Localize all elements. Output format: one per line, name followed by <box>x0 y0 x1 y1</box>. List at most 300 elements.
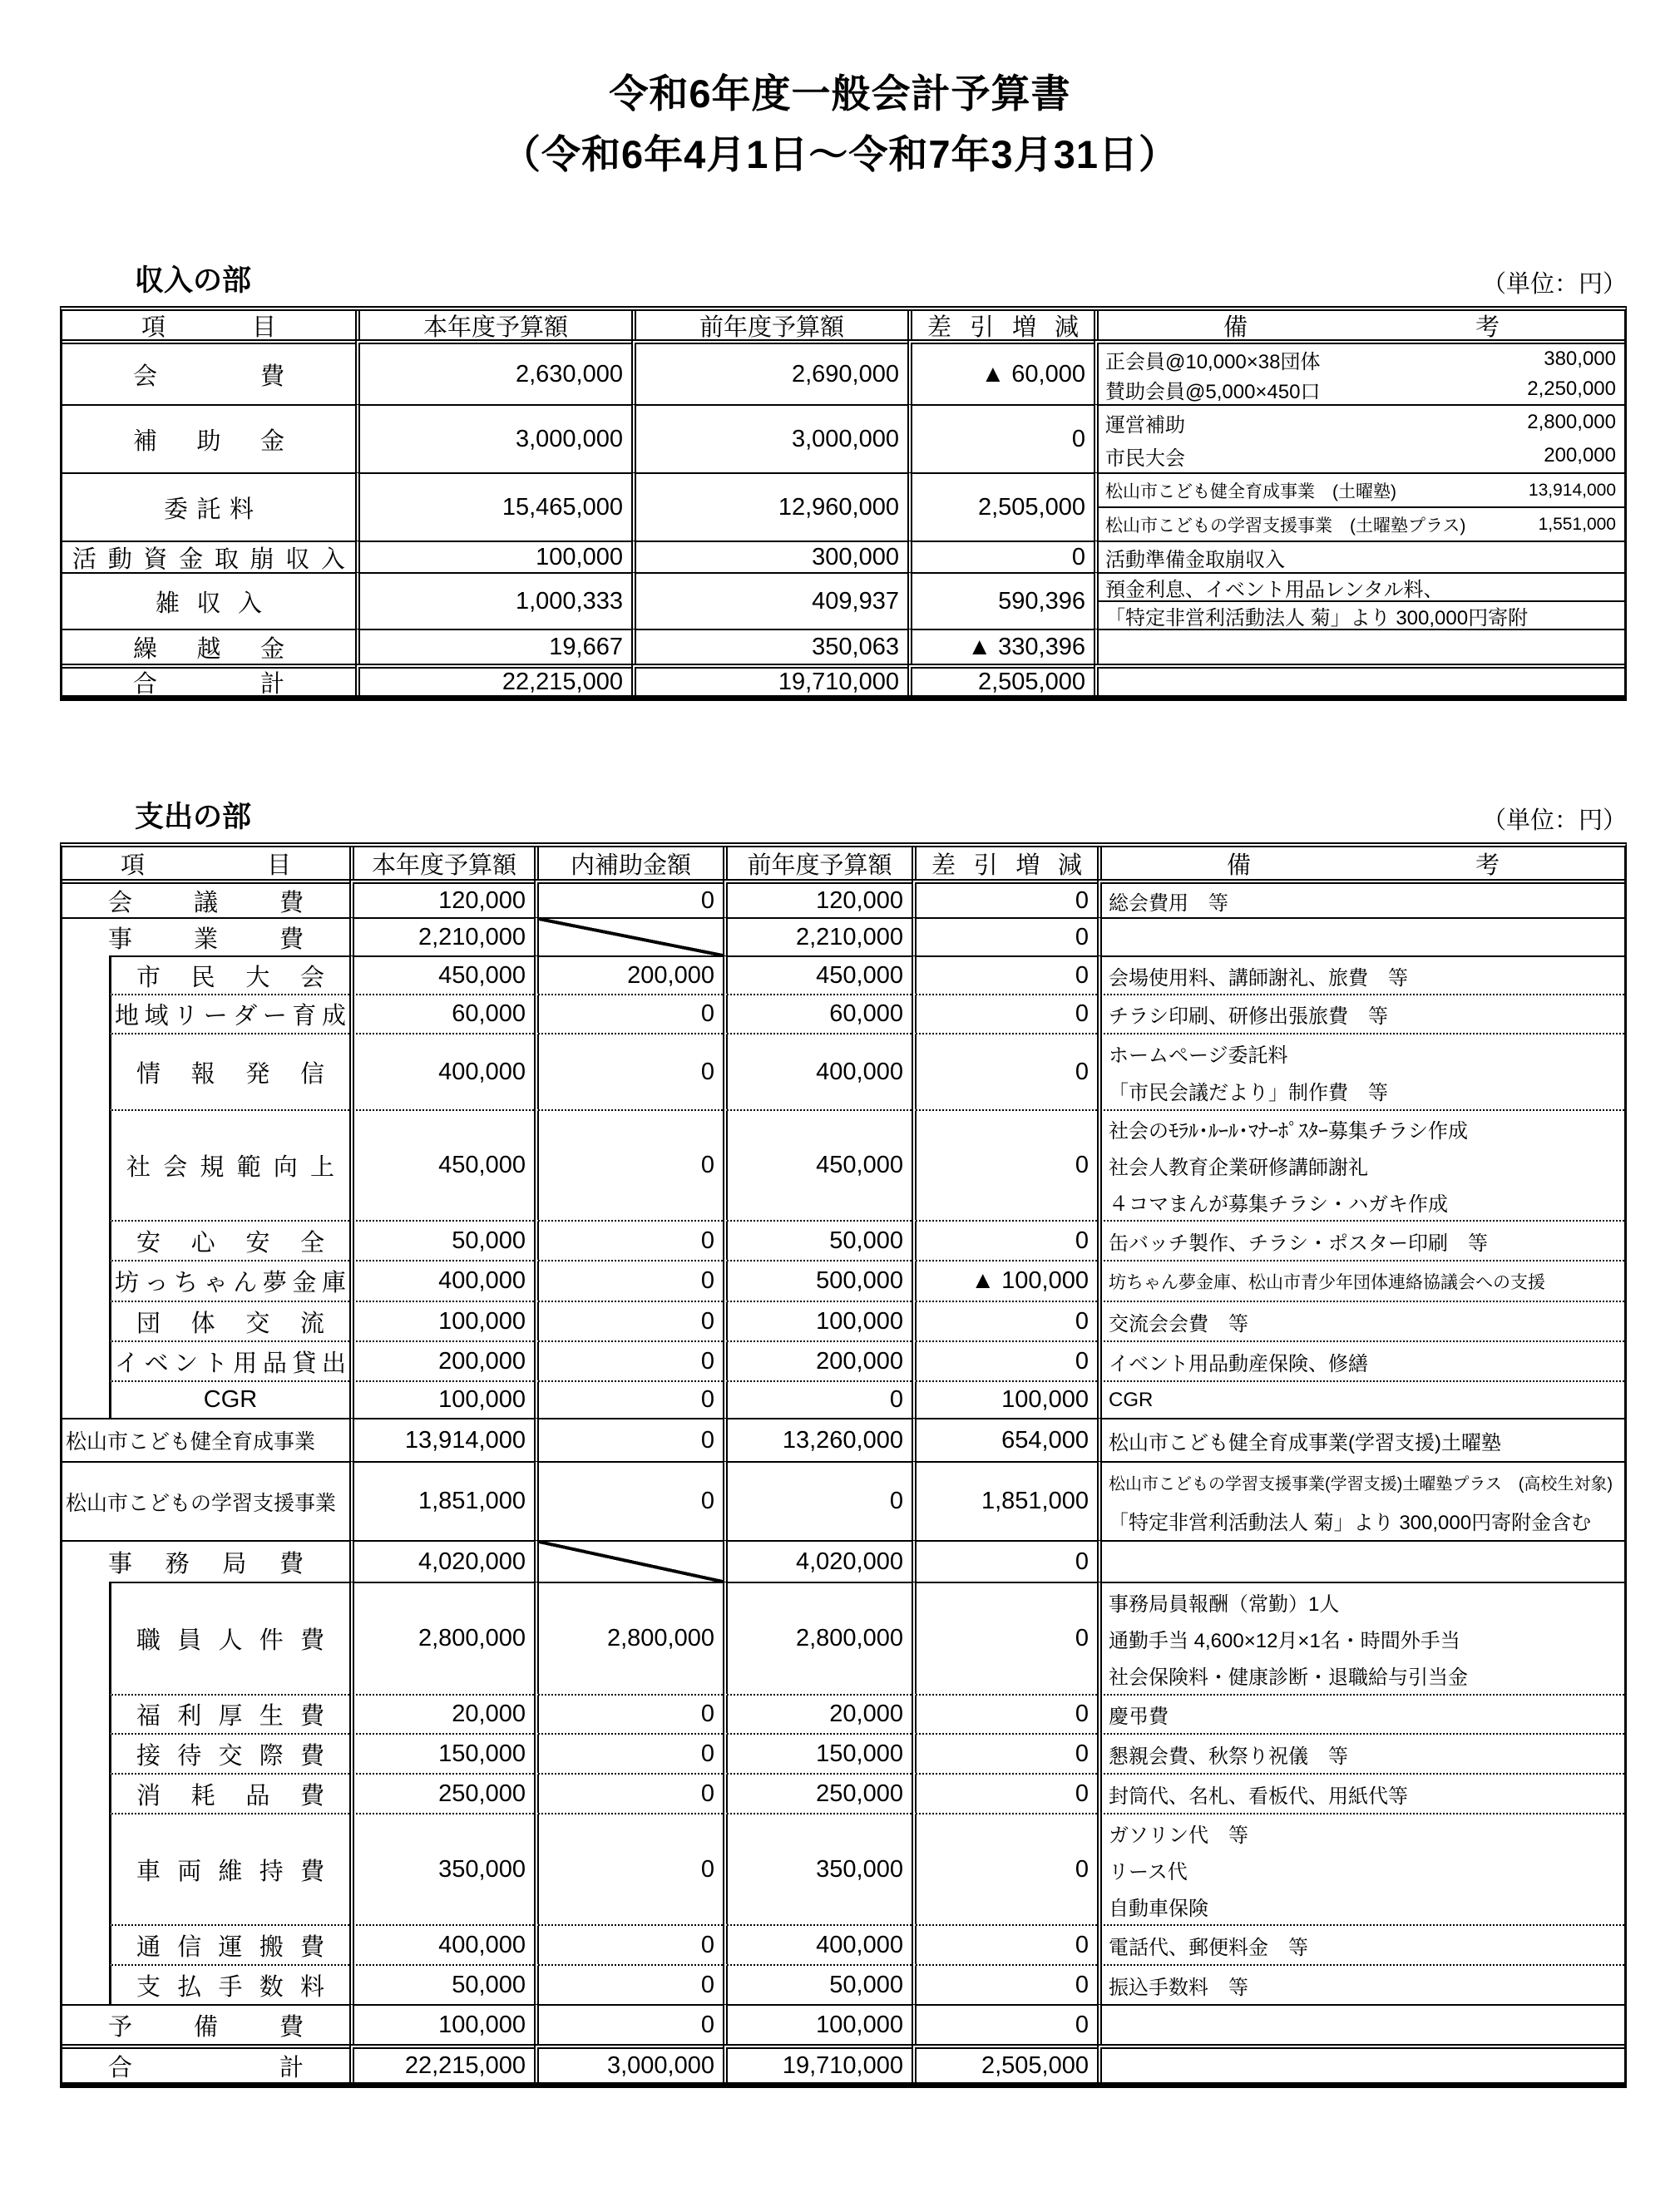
note-text: 社会のﾓﾗﾙ･ﾙｰﾙ･ﾏﾅｰﾎﾟｽﾀｰ募集チラシ作成 <box>1109 1120 1468 1143</box>
subsidy-amount: 0 <box>534 1418 723 1461</box>
previous-amount: 19,710,000 <box>723 2044 912 2082</box>
note-text: 賛助会員@5,000×450口 <box>1105 380 1321 403</box>
item-label: 松山市こども健全育成事業 <box>66 1430 316 1454</box>
diff-amount: 2,505,000 <box>907 664 1094 695</box>
header-diff: 差 引 増 減 <box>907 311 1094 339</box>
current-amount: 100,000 <box>355 541 631 572</box>
income-header-row <box>62 311 1624 339</box>
previous-amount: 2,690,000 <box>631 339 907 404</box>
item-label: 松山市こどもの学習支援事業 <box>66 1491 337 1515</box>
note-text: チラシ印刷、研修出張旅費 等 <box>1109 1005 1388 1028</box>
note-text: 会場使用料、講師謝礼、旅費 等 <box>1109 966 1408 990</box>
notes-cell <box>1094 404 1624 472</box>
note-text: 総会費用 等 <box>1109 891 1228 915</box>
note-text: 運営補助 <box>1105 413 1185 437</box>
expense-row-personnel <box>62 1582 1624 1694</box>
notes-cell <box>1094 541 1624 572</box>
previous-amount: 20,000 <box>723 1694 912 1733</box>
current-amount: 22,215,000 <box>355 664 631 695</box>
header-previous: 前年度予算額 <box>631 311 907 339</box>
current-amount: 22,215,000 <box>349 2044 534 2082</box>
current-amount: 400,000 <box>349 1260 534 1301</box>
previous-amount: 350,063 <box>631 629 907 664</box>
diff-amount: 2,505,000 <box>912 2044 1097 2082</box>
indent-gutter <box>62 1924 109 1964</box>
subsidy-amount: 0 <box>534 1220 723 1260</box>
item-cell <box>62 1924 349 1964</box>
current-amount: 450,000 <box>349 1109 534 1220</box>
note-text: 自動車保険 <box>1109 1897 1208 1920</box>
expense-row-information <box>62 1033 1624 1109</box>
diff-amount: 0 <box>912 879 1097 917</box>
subsidy-amount: 2,800,000 <box>534 1582 723 1694</box>
current-amount: 13,914,000 <box>349 1418 534 1461</box>
note-text: 預金利息、イベント用品レンタル料、 <box>1105 578 1444 600</box>
previous-amount: 400,000 <box>723 1033 912 1109</box>
current-amount: 2,800,000 <box>349 1582 534 1694</box>
note-text: 「特定非営利活動法人 菊」より 300,000円寄附 <box>1105 606 1529 629</box>
income-section-title: 収入の部 <box>135 264 252 297</box>
diff-amount: 0 <box>912 955 1097 994</box>
notes-cell <box>1094 472 1624 541</box>
indent-gutter <box>62 1109 109 1220</box>
notes-cell <box>1094 339 1624 404</box>
income-table <box>60 306 1627 701</box>
indent-gutter <box>62 1694 109 1733</box>
indent-gutter <box>62 1813 109 1924</box>
expense-row-reserve <box>62 2004 1624 2044</box>
current-amount: 350,000 <box>349 1813 534 1924</box>
diff-amount: 0 <box>912 1694 1097 1733</box>
notes-cell <box>1097 1380 1624 1418</box>
subsidy-amount: 0 <box>534 1773 723 1813</box>
current-amount: 50,000 <box>349 1964 534 2004</box>
item-cell <box>62 1582 349 1694</box>
note-text: 懇親会費、秋祭り祝儀 等 <box>1109 1745 1348 1768</box>
item-cell <box>62 572 355 629</box>
header-previous: 前年度予算額 <box>723 847 912 879</box>
item-label: 接 待 交 際 費 <box>136 1742 324 1770</box>
income-row-membership-fees <box>62 339 1624 404</box>
subsidy-amount: 0 <box>534 1340 723 1380</box>
note-text: 交流会会費 等 <box>1109 1312 1248 1335</box>
subsidy-amount: 0 <box>534 1964 723 2004</box>
current-amount: 2,210,000 <box>349 917 534 955</box>
expense-row-welfare <box>62 1694 1624 1733</box>
diff-amount: ▲ 330,396 <box>907 629 1094 664</box>
item-label: 委 託 料 <box>164 496 254 523</box>
income-row-fund-withdrawal <box>62 541 1624 572</box>
subsidy-amount: 0 <box>534 1733 723 1773</box>
note-text: ４コマまんが募集チラシ・ハガキ作成 <box>1109 1192 1448 1216</box>
expense-header-row <box>62 847 1624 879</box>
notes-cell <box>1097 2004 1624 2044</box>
note-text: ホームページ委託料 <box>1109 1044 1288 1067</box>
note-text: 封筒代、名札、看板代、用紙代等 <box>1109 1785 1408 1808</box>
diagonal-slash-cell <box>534 917 723 955</box>
item-label: CGR <box>203 1386 258 1413</box>
income-row-total <box>62 664 1624 695</box>
notes-cell <box>1097 1461 1624 1540</box>
notes-cell <box>1094 572 1624 629</box>
diff-amount: ▲ 100,000 <box>912 1260 1097 1301</box>
current-amount: 20,000 <box>349 1694 534 1733</box>
item-cell <box>62 1733 349 1773</box>
subsidy-amount: 0 <box>534 1461 723 1540</box>
diff-amount: 0 <box>912 917 1097 955</box>
notes-cell <box>1097 1301 1624 1340</box>
diff-amount: 0 <box>907 541 1094 572</box>
income-unit-label: （単位：円） <box>1481 271 1627 298</box>
current-amount: 120,000 <box>349 879 534 917</box>
notes-cell <box>1097 1924 1624 1964</box>
item-label: 合 計 <box>133 670 284 695</box>
item-cell <box>62 1260 349 1301</box>
item-label: 繰 越 金 <box>133 635 284 663</box>
current-amount: 4,020,000 <box>349 1540 534 1582</box>
diff-amount: 0 <box>912 994 1097 1033</box>
previous-amount: 50,000 <box>723 1964 912 2004</box>
diff-amount: 0 <box>912 1582 1097 1694</box>
current-amount: 15,465,000 <box>355 472 631 541</box>
notes-cell <box>1097 2044 1624 2082</box>
notes-cell <box>1097 1260 1624 1301</box>
current-amount: 200,000 <box>349 1340 534 1380</box>
item-label: 合 計 <box>108 2054 304 2081</box>
previous-amount: 100,000 <box>723 2004 912 2044</box>
note-text: 市民大会 <box>1105 447 1185 470</box>
header-item: 項 目 <box>121 852 291 879</box>
diff-amount: 0 <box>912 1964 1097 2004</box>
subsidy-amount: 0 <box>534 1260 723 1301</box>
diff-amount: 654,000 <box>912 1418 1097 1461</box>
expense-unit-label: （単位：円） <box>1481 807 1627 834</box>
expense-row-social-norms <box>62 1109 1624 1220</box>
note-text: ガソリン代 等 <box>1109 1824 1248 1847</box>
item-cell <box>62 629 355 664</box>
diff-amount: 0 <box>912 1540 1097 1582</box>
notes-cell <box>1097 1340 1624 1380</box>
item-label: 通 信 運 搬 費 <box>136 1933 324 1961</box>
item-cell <box>62 1109 349 1220</box>
note-value: 13,914,000 <box>1528 480 1616 500</box>
header-diff: 差 引 増 減 <box>912 847 1097 879</box>
previous-amount: 2,800,000 <box>723 1582 912 1694</box>
note-text: 社会保険料・健康診断・退職給与引当金 <box>1109 1666 1468 1690</box>
item-label: 事 業 費 <box>108 926 304 953</box>
note-text: 振込手数料 等 <box>1109 1976 1248 1999</box>
indent-gutter <box>62 1340 109 1380</box>
previous-amount: 4,020,000 <box>723 1540 912 1582</box>
notes-cell <box>1097 1733 1624 1773</box>
header-notes: 備 考 <box>1094 311 1624 339</box>
note-text: 事務局員報酬（常勤）1人 <box>1109 1592 1340 1616</box>
item-label: 支 払 手 数 料 <box>136 1973 324 2001</box>
item-cell <box>62 994 349 1033</box>
diff-amount: 0 <box>912 1813 1097 1924</box>
current-amount: 400,000 <box>349 1924 534 1964</box>
notes-cell <box>1097 994 1624 1033</box>
current-amount: 1,851,000 <box>349 1461 534 1540</box>
diff-amount: 0 <box>912 1733 1097 1773</box>
expense-row-group-exchange <box>62 1301 1624 1340</box>
subsidy-amount: 0 <box>534 994 723 1033</box>
note-text: 松山市こどもの学習支援事業 (土曜塾プラス) <box>1105 516 1466 536</box>
diff-amount: 590,396 <box>907 572 1094 629</box>
current-amount: 3,000,000 <box>355 404 631 472</box>
previous-amount: 500,000 <box>723 1260 912 1301</box>
expense-row-botchan-fund <box>62 1260 1624 1301</box>
notes-cell <box>1097 1964 1624 2004</box>
expense-row-local-leader <box>62 994 1624 1033</box>
previous-amount: 100,000 <box>723 1301 912 1340</box>
indent-gutter <box>62 1733 109 1773</box>
page-title: 令和6年度一般会計予算書 <box>609 72 1071 116</box>
item-label: 会 費 <box>133 363 284 390</box>
header-subsidy: 内補助金額 <box>534 847 723 879</box>
previous-amount: 13,260,000 <box>723 1418 912 1461</box>
previous-amount: 350,000 <box>723 1813 912 1924</box>
header-current: 本年度予算額 <box>355 311 631 339</box>
diff-amount: 0 <box>912 1220 1097 1260</box>
note-text: 電話代、郵便料金 等 <box>1109 1936 1308 1959</box>
diff-amount: ▲ 60,000 <box>907 339 1094 404</box>
item-cell <box>62 1540 349 1582</box>
item-label: 活 動 資 金 取 崩 収 入 <box>72 546 345 572</box>
previous-amount: 400,000 <box>723 1924 912 1964</box>
current-amount: 150,000 <box>349 1733 534 1773</box>
diagonal-slash-cell <box>534 1540 723 1582</box>
expense-row-entertainment <box>62 1733 1624 1773</box>
previous-amount: 0 <box>723 1461 912 1540</box>
item-cell <box>62 541 355 572</box>
page-subtitle: （令和6年4月1日～令和7年3月31日） <box>502 132 1178 176</box>
current-amount: 50,000 <box>349 1220 534 1260</box>
previous-amount: 3,000,000 <box>631 404 907 472</box>
diff-amount: 0 <box>912 1033 1097 1109</box>
item-label: 社 会 規 範 向 上 <box>126 1154 334 1181</box>
current-amount: 60,000 <box>349 994 534 1033</box>
diff-amount: 0 <box>912 1301 1097 1340</box>
previous-amount: 300,000 <box>631 541 907 572</box>
indent-gutter <box>62 1220 109 1260</box>
item-cell <box>62 1380 349 1418</box>
current-amount: 19,667 <box>355 629 631 664</box>
note-value: 2,250,000 <box>1527 378 1616 400</box>
item-cell <box>62 1301 349 1340</box>
subsidy-amount: 0 <box>534 1694 723 1733</box>
notes-cell <box>1097 879 1624 917</box>
item-label: 情 報 発 信 <box>136 1060 324 1088</box>
note-text: 松山市こどもの学習支援事業(学習支援)土曜塾プラス (高校生対象) <box>1109 1474 1613 1493</box>
diff-amount: 0 <box>912 2004 1097 2044</box>
previous-amount: 250,000 <box>723 1773 912 1813</box>
item-cell <box>62 2004 349 2044</box>
subsidy-amount: 0 <box>534 2004 723 2044</box>
item-label: 会 議 費 <box>108 889 304 916</box>
current-amount: 100,000 <box>349 1301 534 1340</box>
indent-gutter <box>62 1260 109 1301</box>
current-amount: 100,000 <box>349 2004 534 2044</box>
total-label-cell <box>62 664 355 695</box>
budget-document <box>0 63 1680 2192</box>
notes-cell <box>1097 1109 1624 1220</box>
diff-amount: 1,851,000 <box>912 1461 1097 1540</box>
expense-row-cgr <box>62 1380 1624 1418</box>
notes-cell <box>1097 917 1624 955</box>
subsidy-amount: 200,000 <box>534 955 723 994</box>
note-text: CGR <box>1109 1388 1154 1411</box>
note-value: 200,000 <box>1544 444 1616 467</box>
current-amount: 250,000 <box>349 1773 534 1813</box>
note-text: 活動準備金取崩収入 <box>1105 548 1285 571</box>
note-value: 380,000 <box>1544 348 1616 370</box>
total-label-cell <box>62 2044 349 2082</box>
diff-amount: 0 <box>907 404 1094 472</box>
indent-gutter <box>62 1582 109 1694</box>
indent-gutter <box>62 994 109 1033</box>
indent-gutter <box>62 1380 109 1418</box>
item-cell <box>62 879 349 917</box>
expense-row-total <box>62 2044 1624 2082</box>
note-text: 松山市こども健全育成事業(学習支援)土曜塾 <box>1109 1431 1501 1454</box>
indent-gutter <box>62 1033 109 1109</box>
notes-cell <box>1097 1694 1624 1733</box>
subsidy-amount: 3,000,000 <box>534 2044 723 2082</box>
previous-amount: 450,000 <box>723 955 912 994</box>
previous-amount: 19,710,000 <box>631 664 907 695</box>
indent-gutter <box>62 955 109 994</box>
item-label: 事 務 局 費 <box>108 1550 304 1577</box>
previous-amount: 150,000 <box>723 1733 912 1773</box>
expense-row-project <box>62 917 1624 955</box>
note-text: 「市民会議だより」制作費 等 <box>1109 1082 1388 1104</box>
notes-cell <box>1097 1418 1624 1461</box>
previous-amount: 120,000 <box>723 879 912 917</box>
expense-row-vehicle <box>62 1813 1624 1924</box>
note-text: 「特定非営利活動法人 菊」より 300,000円寄附金含む <box>1109 1512 1592 1535</box>
item-label: 福 利 厚 生 費 <box>136 1703 324 1730</box>
note-value: 1,551,000 <box>1538 514 1616 534</box>
item-cell <box>62 404 355 472</box>
notes-cell <box>1097 1220 1624 1260</box>
item-label: 団 体 交 流 <box>136 1310 324 1337</box>
notes-cell <box>1094 664 1624 695</box>
expense-row-safety <box>62 1220 1624 1260</box>
item-label: 車 両 維 持 費 <box>136 1858 324 1885</box>
income-row-carryover <box>62 629 1624 664</box>
header-current: 本年度予算額 <box>349 847 534 879</box>
item-label: 消 耗 品 費 <box>136 1782 324 1809</box>
notes-cell <box>1097 1540 1624 1582</box>
item-cell <box>62 472 355 541</box>
subsidy-amount: 0 <box>534 1109 723 1220</box>
indent-gutter <box>62 1773 109 1813</box>
current-amount: 1,000,333 <box>355 572 631 629</box>
item-label: 職 員 人 件 費 <box>136 1627 324 1654</box>
subsidy-amount: 0 <box>534 1813 723 1924</box>
diff-amount: 0 <box>912 1109 1097 1220</box>
item-cell <box>62 1033 349 1109</box>
indent-gutter <box>62 1964 109 2004</box>
diff-amount: 0 <box>912 1924 1097 1964</box>
notes-cell <box>1094 629 1624 664</box>
expense-row-consumables <box>62 1773 1624 1813</box>
income-row-subsidies <box>62 404 1624 472</box>
note-text: リース代 <box>1109 1860 1188 1883</box>
note-value: 2,800,000 <box>1527 411 1616 433</box>
previous-amount: 12,960,000 <box>631 472 907 541</box>
subsidy-amount: 0 <box>534 1380 723 1418</box>
notes-cell <box>1097 1813 1624 1924</box>
item-cell <box>62 1418 349 1461</box>
note-text: 慶弔費 <box>1109 1706 1169 1728</box>
subsidy-amount: 0 <box>534 1924 723 1964</box>
current-amount: 2,630,000 <box>355 339 631 404</box>
previous-amount: 200,000 <box>723 1340 912 1380</box>
item-label: 安 心 安 全 <box>136 1229 324 1256</box>
expense-row-communication <box>62 1924 1624 1964</box>
item-cell <box>62 1340 349 1380</box>
note-text: 坊ちゃん夢金庫、松山市青少年団体連絡協議会への支援 <box>1109 1272 1545 1292</box>
item-cell <box>62 1964 349 2004</box>
indent-gutter <box>62 1301 109 1340</box>
current-amount: 400,000 <box>349 1033 534 1109</box>
note-text: 缶バッチ製作、チラシ・ポスター印刷 等 <box>1109 1232 1488 1255</box>
previous-amount: 60,000 <box>723 994 912 1033</box>
expense-section-header <box>60 794 1627 836</box>
header-item: 項 目 <box>141 313 276 339</box>
expense-row-secretariat <box>62 1540 1624 1582</box>
item-label: 補 助 金 <box>133 427 284 455</box>
item-label: イ ベ ン ト 用 品 貸 出 <box>115 1350 346 1377</box>
current-amount: 100,000 <box>349 1380 534 1418</box>
item-label: 坊 っ ち ゃ ん 夢 金 庫 <box>115 1270 346 1296</box>
expense-row-payment-fees <box>62 1964 1624 2004</box>
item-cell <box>62 339 355 404</box>
notes-cell <box>1097 1033 1624 1109</box>
income-row-misc-income <box>62 572 1624 629</box>
note-text: 通勤手当 4,600×12月×1名・時間外手当 <box>1109 1629 1460 1652</box>
expense-section-title: 支出の部 <box>135 801 252 833</box>
note-text: 正会員@10,000×38団体 <box>1105 350 1321 373</box>
item-label: 地 域 リ ー ダ ー 育 成 <box>115 1003 346 1029</box>
current-amount: 450,000 <box>349 955 534 994</box>
notes-cell <box>1097 1582 1624 1694</box>
item-cell <box>62 1773 349 1813</box>
notes-cell <box>1097 1773 1624 1813</box>
expense-row-citizens-rally <box>62 955 1624 994</box>
item-cell <box>62 1694 349 1733</box>
diff-amount: 2,505,000 <box>907 472 1094 541</box>
expense-table <box>60 842 1627 2088</box>
item-cell <box>62 1220 349 1260</box>
expense-row-meeting <box>62 879 1624 917</box>
item-label: 雑 収 入 <box>156 590 262 617</box>
expense-row-learning-support <box>62 1461 1624 1540</box>
previous-amount: 50,000 <box>723 1220 912 1260</box>
item-cell <box>62 917 349 955</box>
note-text: イベント用品動産保険、修繕 <box>1109 1352 1368 1375</box>
diff-amount: 0 <box>912 1340 1097 1380</box>
income-section-header <box>60 258 1627 299</box>
expense-row-child-development <box>62 1418 1624 1461</box>
notes-cell <box>1097 955 1624 994</box>
expense-row-event-rental <box>62 1340 1624 1380</box>
item-cell <box>62 955 349 994</box>
note-text: 社会人教育企業研修講師謝礼 <box>1109 1157 1368 1179</box>
item-label: 予 備 費 <box>108 2013 304 2041</box>
